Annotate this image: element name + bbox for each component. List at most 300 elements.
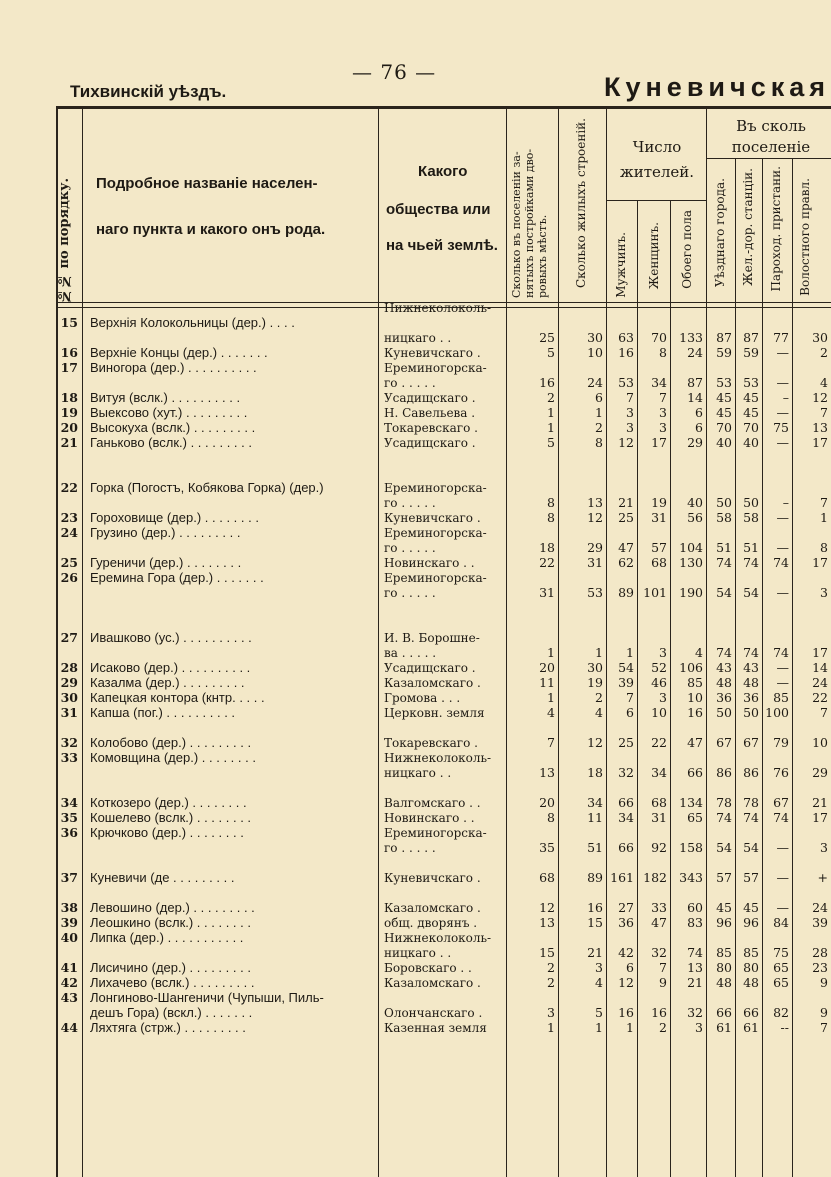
buildings-value <box>558 315 606 330</box>
table-row <box>56 510 831 525</box>
row-number: 44 <box>60 1020 78 1035</box>
settlement-name: Виногора (дер.) . . . . . . . . . . <box>90 360 257 375</box>
settlement-name: Коткозеро (дер.) . . . . . . . . <box>90 795 247 810</box>
women-value <box>637 450 670 465</box>
table-row <box>56 420 831 435</box>
rail-distance: 66 <box>743 1005 759 1020</box>
both-value: 85 <box>687 675 703 690</box>
yards-value <box>506 300 558 315</box>
pier-distance: — <box>776 585 789 600</box>
rail-distance: 87 <box>743 330 759 345</box>
both-value: 40 <box>687 495 703 510</box>
volost-distance <box>792 465 831 480</box>
volost-distance: 17 <box>812 810 828 825</box>
buildings-value: 2 <box>595 420 603 435</box>
women-value: 52 <box>651 660 667 675</box>
rail-distance: 86 <box>743 765 759 780</box>
table-row <box>56 330 831 345</box>
rail-distance <box>735 825 762 840</box>
table-row <box>56 585 831 600</box>
women-value <box>637 750 670 765</box>
settlement-name: Исаково (дер.) . . . . . . . . . . <box>90 660 251 675</box>
col-header-residents-group: Число жителей. <box>619 138 695 181</box>
pier-distance <box>762 825 792 840</box>
uezd-town-distance: 48 <box>716 975 732 990</box>
uezd-town-distance: 85 <box>716 945 732 960</box>
uezd-town-distance <box>706 480 735 495</box>
buildings-value: 1 <box>595 645 603 660</box>
men-value: 6 <box>626 705 634 720</box>
women-value: 19 <box>651 495 667 510</box>
volost-distance: 22 <box>812 690 828 705</box>
col-header-name-line1: Подробное названіе населен- <box>96 175 318 192</box>
both-value <box>670 855 706 870</box>
volost-distance <box>792 885 831 900</box>
women-value: 8 <box>659 345 667 360</box>
both-value <box>670 750 706 765</box>
men-value: 47 <box>618 540 634 555</box>
volost-distance: 9 <box>820 975 828 990</box>
pier-distance: — <box>776 510 789 525</box>
women-value <box>637 720 670 735</box>
volost-distance <box>792 630 831 645</box>
uezd-town-distance: 40 <box>716 435 732 450</box>
yards-value: 31 <box>539 585 555 600</box>
table-row <box>56 855 831 870</box>
society-name <box>378 885 506 900</box>
rail-distance: 67 <box>743 735 759 750</box>
row-number: 40 <box>60 930 78 945</box>
settlement-name <box>82 645 378 660</box>
residents-group-rule <box>606 200 706 201</box>
women-value: 34 <box>651 765 667 780</box>
pier-distance: 75 <box>773 945 789 960</box>
society-name: го . . . . . <box>384 541 436 555</box>
yards-value: 16 <box>539 375 555 390</box>
women-value: 68 <box>651 795 667 810</box>
col-header-name-line2: наго пункта и какого онъ рода. <box>96 221 326 238</box>
uezd-town-distance: 74 <box>716 645 732 660</box>
women-value: 9 <box>659 975 667 990</box>
both-value <box>670 450 706 465</box>
row-number <box>56 765 82 780</box>
volost-distance: 3 <box>820 585 828 600</box>
row-number: 31 <box>60 705 78 720</box>
men-value: 27 <box>618 900 634 915</box>
pier-distance: 77 <box>773 330 789 345</box>
volost-distance <box>792 750 831 765</box>
rail-distance: 40 <box>743 435 759 450</box>
both-value: 47 <box>687 735 703 750</box>
society-name <box>378 720 506 735</box>
pier-distance <box>762 990 792 1005</box>
both-value <box>670 570 706 585</box>
women-value: 10 <box>651 705 667 720</box>
women-value <box>637 360 670 375</box>
pier-distance: — <box>776 675 789 690</box>
table-row <box>56 750 831 765</box>
society-name: Олончанскаго . <box>384 1006 483 1020</box>
yards-value <box>506 570 558 585</box>
both-value: 133 <box>679 330 703 345</box>
society-name: го . . . . . <box>384 586 436 600</box>
buildings-value: 3 <box>595 960 603 975</box>
yards-value: 2 <box>547 960 555 975</box>
women-value: 31 <box>651 810 667 825</box>
yards-value: 5 <box>547 435 555 450</box>
volost-distance <box>792 990 831 1005</box>
society-name <box>378 855 506 870</box>
row-number: 21 <box>60 435 78 450</box>
society-name: общ. дворянъ . <box>384 916 478 930</box>
rail-distance <box>735 855 762 870</box>
men-value <box>606 630 637 645</box>
settlement-name <box>82 780 378 795</box>
society-name <box>378 465 506 480</box>
settlement-name: Ляхтяга (стрж.) . . . . . . . . . <box>90 1020 246 1035</box>
men-value <box>606 825 637 840</box>
both-value: 74 <box>687 945 703 960</box>
both-value: 3 <box>695 1020 703 1035</box>
uezd-town-distance: 61 <box>716 1020 732 1035</box>
row-number: 37 <box>60 870 78 885</box>
uezd-town-distance <box>706 990 735 1005</box>
table-row <box>56 945 831 960</box>
buildings-value: 16 <box>587 900 603 915</box>
society-name: Усадищскаго . <box>384 661 476 675</box>
men-value: 63 <box>618 330 634 345</box>
rail-distance: 43 <box>743 660 759 675</box>
both-value <box>670 720 706 735</box>
society-name: ницкаго . . <box>384 331 452 345</box>
society-name: Боровскаго . . <box>384 961 472 975</box>
buildings-value: 11 <box>587 810 603 825</box>
row-number: 36 <box>60 825 78 840</box>
table-row <box>56 405 831 420</box>
pier-distance: -- <box>780 1020 789 1035</box>
buildings-value: 8 <box>595 435 603 450</box>
settlement-name: Гуреничи (дер.) . . . . . . . . <box>90 555 242 570</box>
men-value <box>606 750 637 765</box>
both-value <box>670 465 706 480</box>
buildings-value: 24 <box>587 375 603 390</box>
settlement-name: Грузино (дер.) . . . . . . . . . <box>90 525 241 540</box>
both-value: 134 <box>679 795 703 810</box>
yards-value: 5 <box>547 345 555 360</box>
volost-distance: 7 <box>820 405 828 420</box>
rail-distance: 51 <box>743 540 759 555</box>
pier-distance <box>762 465 792 480</box>
buildings-value: 5 <box>595 1005 603 1020</box>
row-number <box>56 300 82 315</box>
volost-distance: 7 <box>820 705 828 720</box>
society-name: Громова . . . <box>384 691 461 705</box>
pier-distance: 75 <box>773 420 789 435</box>
settlement-name <box>82 300 378 315</box>
yards-value: 15 <box>539 945 555 960</box>
women-value: 16 <box>651 1005 667 1020</box>
pier-distance <box>762 360 792 375</box>
pier-distance: — <box>776 900 789 915</box>
both-value: 158 <box>679 840 703 855</box>
both-value: 87 <box>687 375 703 390</box>
volost-distance: 2 <box>820 345 828 360</box>
both-value: 24 <box>687 345 703 360</box>
buildings-value: 19 <box>587 675 603 690</box>
society-name: Куневичскаго . <box>384 346 481 360</box>
settlement-name: Горка (Погостъ, Кобякова Горка) (дер.) <box>90 480 324 495</box>
volost-distance <box>792 570 831 585</box>
yards-value: 4 <box>547 705 555 720</box>
yards-value: 8 <box>547 810 555 825</box>
yards-value: 1 <box>547 420 555 435</box>
both-value <box>670 930 706 945</box>
row-number: 29 <box>60 675 78 690</box>
settlement-name <box>82 855 378 870</box>
table-row <box>56 1005 831 1020</box>
volost-distance: 12 <box>812 390 828 405</box>
rail-distance: 74 <box>743 810 759 825</box>
rail-distance <box>735 780 762 795</box>
row-number: 43 <box>60 990 78 1005</box>
women-value <box>637 780 670 795</box>
society-name: Куневичскаго . <box>384 871 481 885</box>
men-value <box>606 720 637 735</box>
table-row <box>56 525 831 540</box>
volost-distance: 23 <box>812 960 828 975</box>
uezd-town-distance: 45 <box>716 900 732 915</box>
men-value: 25 <box>618 510 634 525</box>
table-row <box>56 810 831 825</box>
buildings-value: 6 <box>595 390 603 405</box>
uezd-town-distance: 58 <box>716 510 732 525</box>
rail-distance: 48 <box>743 975 759 990</box>
society-name: го . . . . . <box>384 496 436 510</box>
both-value: 13 <box>687 960 703 975</box>
col-header-men: Мужчинъ. <box>614 232 628 298</box>
col-header-steamer-pier: Пароход. пристани. <box>769 166 783 292</box>
women-value: 101 <box>643 585 667 600</box>
men-value: 25 <box>618 735 634 750</box>
both-value <box>670 360 706 375</box>
table-row <box>56 540 831 555</box>
settlement-name <box>82 450 378 465</box>
table-row <box>56 345 831 360</box>
buildings-value: 12 <box>587 735 603 750</box>
row-number: 41 <box>60 960 78 975</box>
pier-distance <box>762 750 792 765</box>
uezd-town-distance: 51 <box>716 540 732 555</box>
settlement-name <box>82 885 378 900</box>
settlement-name <box>82 585 378 600</box>
women-value <box>637 630 670 645</box>
pier-distance: 82 <box>773 1005 789 1020</box>
settlement-name <box>82 330 378 345</box>
yards-value: 68 <box>539 870 555 885</box>
women-value <box>637 315 670 330</box>
settlement-name: Верхнія Колокольницы (дер.) . . . . <box>90 315 295 330</box>
yards-value <box>506 600 558 615</box>
settlement-name <box>82 600 378 615</box>
buildings-value <box>558 600 606 615</box>
buildings-value <box>558 480 606 495</box>
pier-distance: 84 <box>773 915 789 930</box>
society-name: Нижнеколоколь- <box>384 301 492 315</box>
rail-distance <box>735 990 762 1005</box>
men-value <box>606 990 637 1005</box>
women-value: 3 <box>659 420 667 435</box>
pier-distance: 74 <box>773 810 789 825</box>
settlement-name: Комовщина (дер.) . . . . . . . . <box>90 750 256 765</box>
women-value: 34 <box>651 375 667 390</box>
uezd-town-distance: 43 <box>716 660 732 675</box>
table-row <box>56 465 831 480</box>
men-value <box>606 450 637 465</box>
men-value: 34 <box>618 810 634 825</box>
settlement-name <box>82 840 378 855</box>
row-number <box>56 585 82 600</box>
men-value: 54 <box>618 660 634 675</box>
col-header-society-line3: на чьей землѣ. <box>386 237 498 254</box>
men-value: 89 <box>618 585 634 600</box>
women-value <box>637 480 670 495</box>
society-name: Ереминогорска- <box>384 481 487 495</box>
settlement-name: Леошкино (вслк.) . . . . . . . . <box>90 915 251 930</box>
society-name: Усадищскаго . <box>384 436 476 450</box>
volost-distance <box>792 480 831 495</box>
volost-distance: 24 <box>812 900 828 915</box>
both-value <box>670 315 706 330</box>
both-value: 6 <box>695 405 703 420</box>
settlement-name: Капша (пог.) . . . . . . . . . . <box>90 705 236 720</box>
both-value: 29 <box>687 435 703 450</box>
rail-distance: 54 <box>743 585 759 600</box>
settlement-name <box>82 495 378 510</box>
uezd-town-distance <box>706 930 735 945</box>
yards-value <box>506 315 558 330</box>
uezd-town-distance <box>706 600 735 615</box>
women-value <box>637 465 670 480</box>
rail-distance: 36 <box>743 690 759 705</box>
both-value: 190 <box>679 585 703 600</box>
uezd-town-distance: 74 <box>716 810 732 825</box>
uezd-town-distance: 53 <box>716 375 732 390</box>
rail-distance: 45 <box>743 390 759 405</box>
settlement-name: Гороховище (дер.) . . . . . . . . <box>90 510 259 525</box>
table-row <box>56 675 831 690</box>
row-number: 26 <box>60 570 78 585</box>
uezd-title: Тихвинскій уѣздъ. <box>70 82 227 101</box>
yards-value: 12 <box>539 900 555 915</box>
row-number <box>56 780 82 795</box>
row-number <box>56 600 82 615</box>
uezd-town-distance <box>706 300 735 315</box>
settlement-name: Левошино (дер.) . . . . . . . . . <box>90 900 255 915</box>
uezd-town-distance <box>706 450 735 465</box>
uezd-town-distance: 67 <box>716 735 732 750</box>
table-row <box>56 375 831 390</box>
society-name: го . . . . . <box>384 376 436 390</box>
buildings-value: 13 <box>587 495 603 510</box>
women-value <box>637 615 670 630</box>
volost-distance: 7 <box>820 495 828 510</box>
women-value: 92 <box>651 840 667 855</box>
society-name <box>378 615 506 630</box>
settlement-name: Ганьково (вслк.) . . . . . . . . . <box>90 435 252 450</box>
buildings-value: 30 <box>587 330 603 345</box>
men-value: 32 <box>618 765 634 780</box>
pier-distance: — <box>776 660 789 675</box>
society-name: И. В. Борошне- <box>384 631 480 645</box>
yards-value <box>506 615 558 630</box>
pier-distance <box>762 300 792 315</box>
both-value <box>670 300 706 315</box>
men-value <box>606 615 637 630</box>
rail-distance: 70 <box>743 420 759 435</box>
pier-distance: — <box>776 840 789 855</box>
rail-distance: 54 <box>743 840 759 855</box>
pier-distance <box>762 315 792 330</box>
uezd-town-distance <box>706 525 735 540</box>
society-name <box>378 450 506 465</box>
table-row <box>56 570 831 585</box>
table-row <box>56 435 831 450</box>
row-number <box>56 540 82 555</box>
society-name <box>378 315 506 330</box>
rail-distance: 58 <box>743 510 759 525</box>
settlement-name <box>82 615 378 630</box>
uezd-town-distance: 48 <box>716 675 732 690</box>
rail-distance: 80 <box>743 960 759 975</box>
pier-distance <box>762 630 792 645</box>
volost-distance: 17 <box>812 555 828 570</box>
volost-distance <box>792 720 831 735</box>
men-value: 7 <box>626 690 634 705</box>
buildings-value <box>558 450 606 465</box>
yards-value <box>506 855 558 870</box>
both-value <box>670 780 706 795</box>
volost-distance <box>792 360 831 375</box>
row-number: 15 <box>60 315 78 330</box>
volost-distance: 39 <box>812 915 828 930</box>
rail-distance: 48 <box>743 675 759 690</box>
society-name: Токаревскаго . <box>384 421 478 435</box>
both-value <box>670 990 706 1005</box>
women-value <box>637 825 670 840</box>
both-value: 130 <box>679 555 703 570</box>
settlement-name <box>82 945 378 960</box>
yards-value <box>506 360 558 375</box>
col-header-volost-admin: Волостного правл. <box>798 178 812 296</box>
top-rule <box>56 106 831 109</box>
men-value: 39 <box>618 675 634 690</box>
uezd-town-distance: 45 <box>716 390 732 405</box>
rail-distance: 50 <box>743 495 759 510</box>
yards-value: 1 <box>547 690 555 705</box>
row-number: 20 <box>60 420 78 435</box>
both-value <box>670 480 706 495</box>
pier-distance: 65 <box>773 960 789 975</box>
buildings-value <box>558 825 606 840</box>
table-row <box>56 645 831 660</box>
men-value <box>606 600 637 615</box>
row-number: 23 <box>60 510 78 525</box>
rail-distance <box>735 480 762 495</box>
women-value: 46 <box>651 675 667 690</box>
society-name: ницкаго . . <box>384 946 452 960</box>
rail-distance: 50 <box>743 705 759 720</box>
both-value: 32 <box>687 1005 703 1020</box>
